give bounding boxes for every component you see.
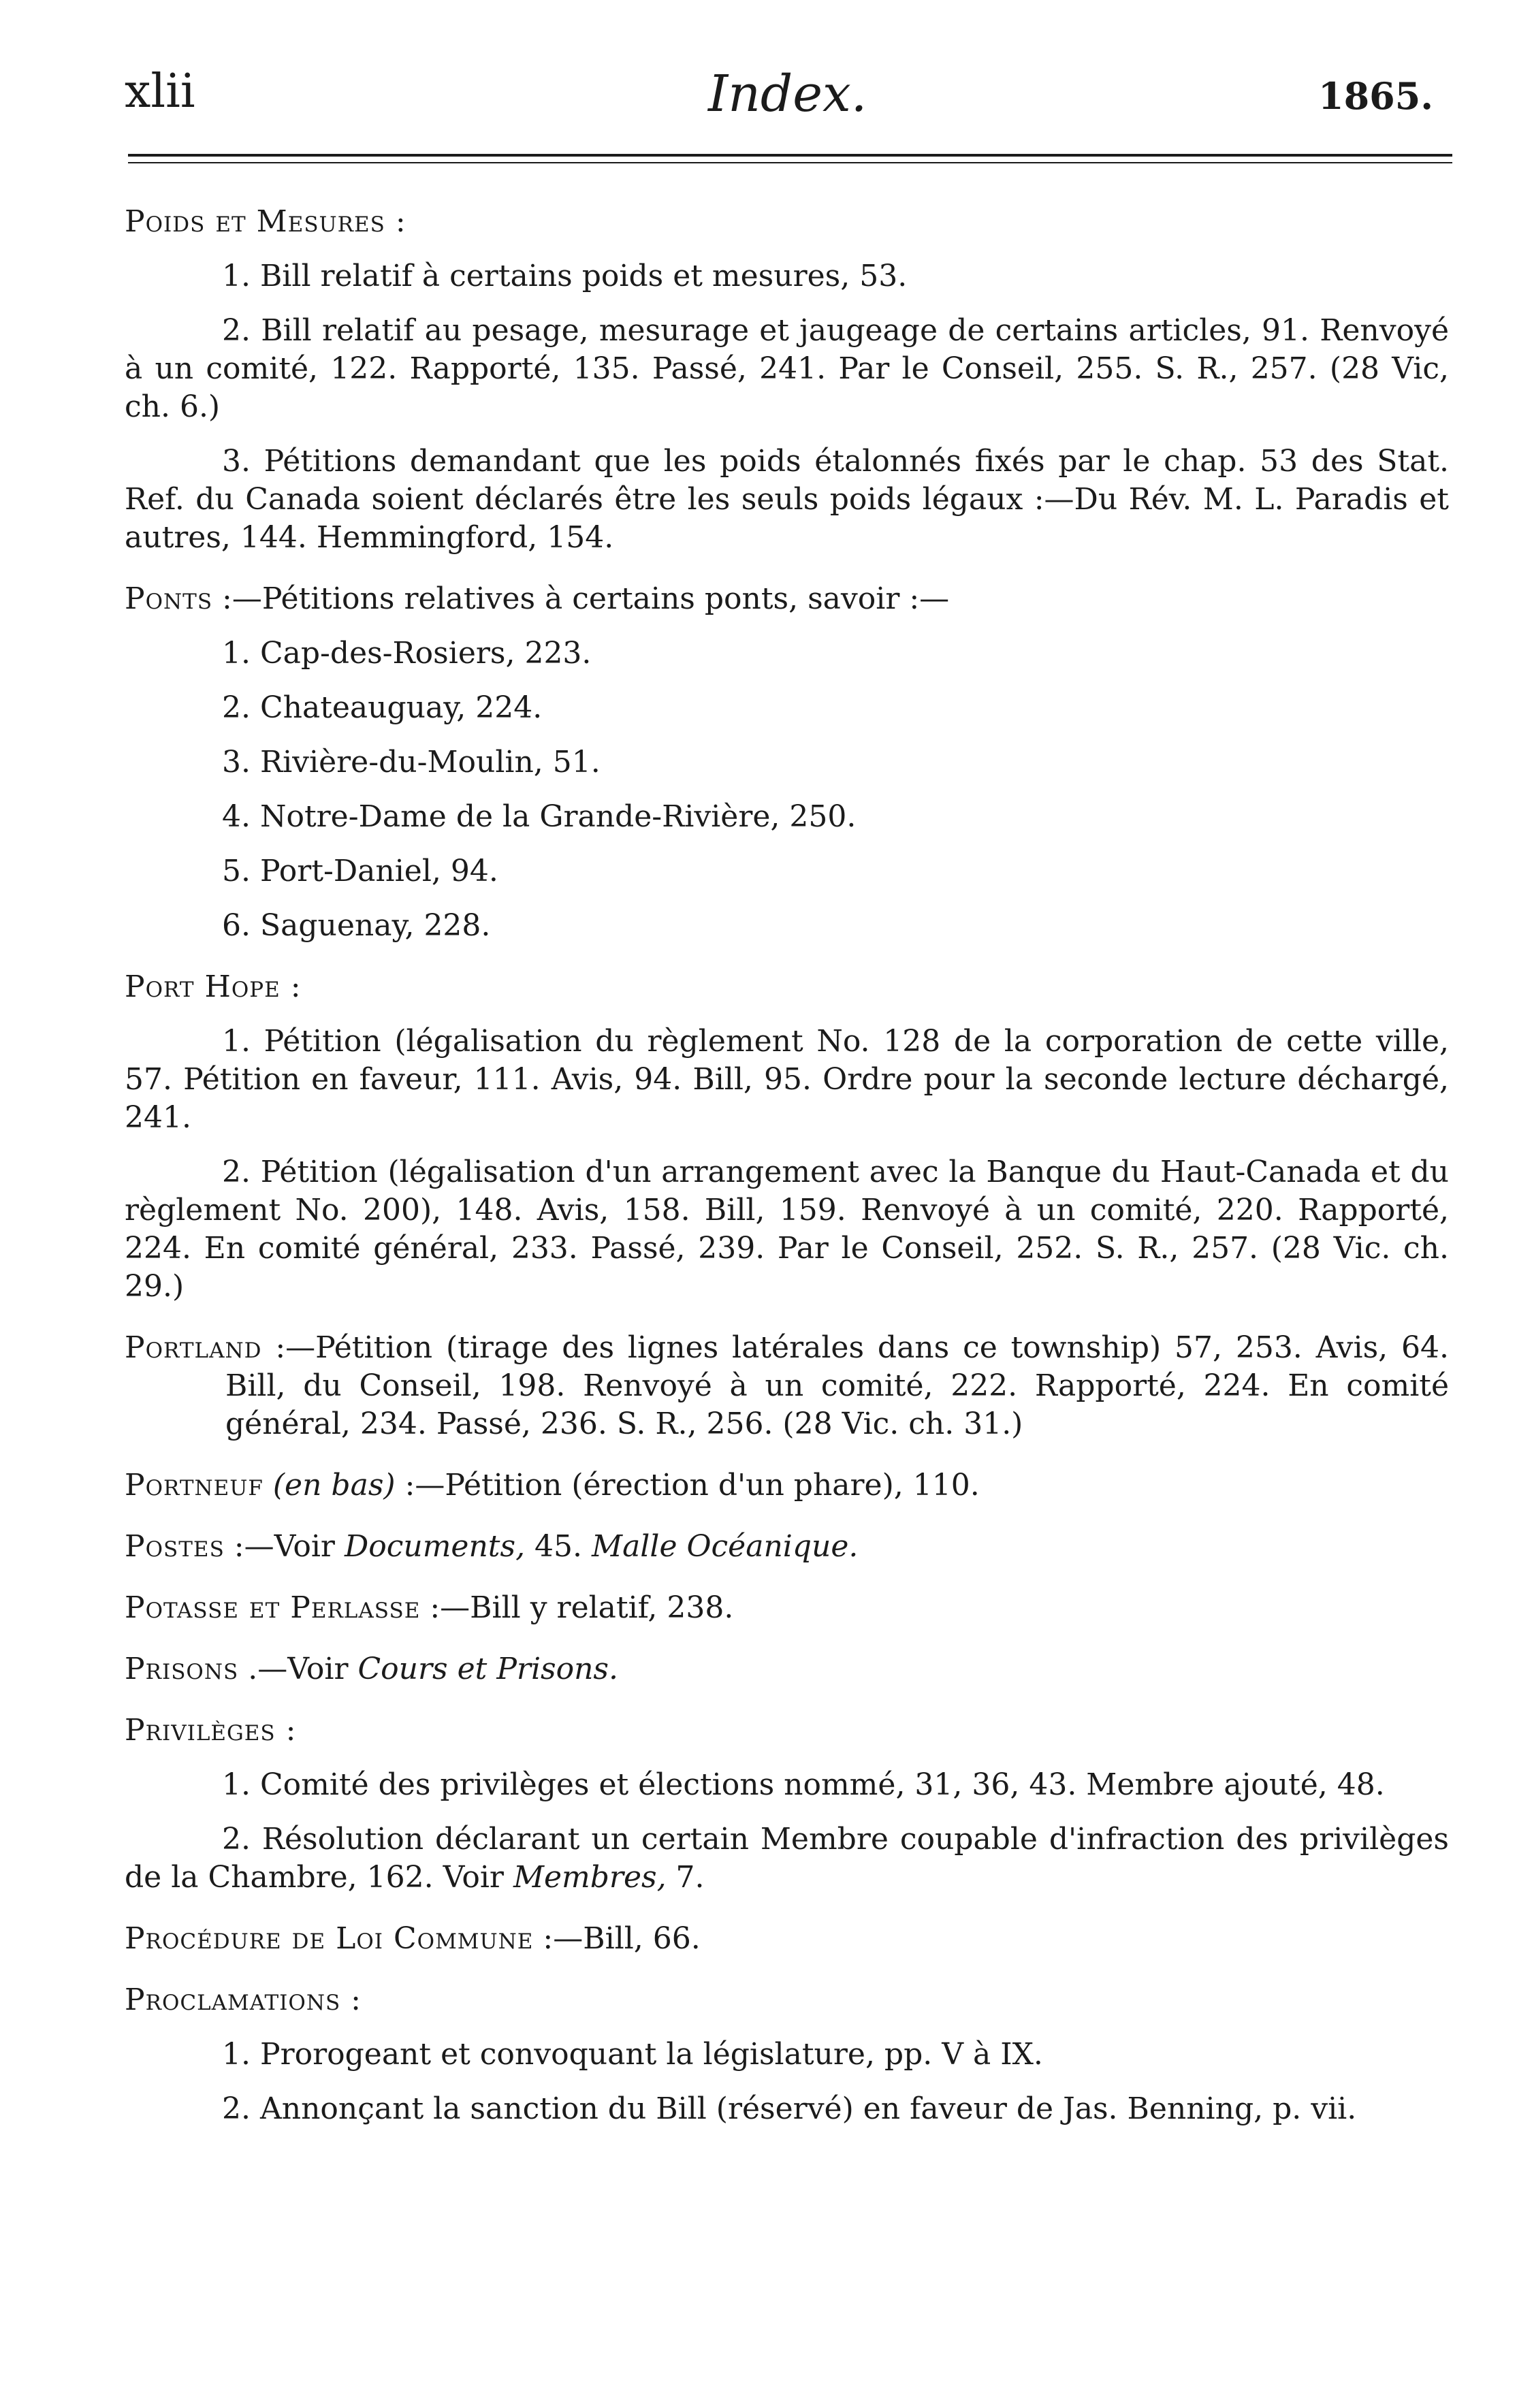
page-number: xlii [125,65,195,118]
index-entry-postes: Postes :—Voir Documents, 45. Malle Océanique. [125,1529,859,1564]
page-year: 1865. [1318,74,1434,118]
index-item: 2. Annonçant la sanction du Bill (réservé) en faveur de Jas. Benning, p. vii. [222,2091,1357,2126]
index-item: 4. Notre-Dame de la Grande-Rivière, 250. [222,799,857,834]
index-item: 1. Prorogeant et convoquant la législature, pp. V à IX. [222,2037,1043,2072]
index-item: 6. Saguenay, 228. [222,908,491,943]
index-entry-portland: Portland :—Pétition (tirage des lignes latérales dans ce township) 57, 253. Avis, 64. Bill, du Conseil, 198. Renvoyé à un comité, 222. Rapporté, 224. En comité général, 234. Passé, 236. S. R., 256. (28 Vic. ch. 31.) [125,1330,1449,1441]
index-heading-poids: Poids et Mesures : [125,204,406,239]
index-heading-port-hope: Port Hope : [125,969,302,1004]
index-entry-portneuf: Portneuf (en bas) :—Pétition (érection d'un phare), 110. [125,1468,980,1503]
index-item: 1. Pétition (légalisation du règlement No. 128 de la corporation de cette ville, 57. Pétition en faveur, 111. Avis, 94. Bill, 95. Ordre pour la seconde lecture déchargé, 241. [125,1024,1449,1135]
index-entry-procedure: Procédure de Loi Commune :—Bill, 66. [125,1921,701,1956]
index-item: 2. Chateauguay, 224. [222,690,543,725]
page-header [0,65,1517,126]
index-item: 3. Pétitions demandant que les poids étalonnés fixés par le chap. 53 des Stat. Ref. du Canada soient déclarés être les seuls poids légaux :—Du Rév. M. L. Paradis et autres, 144. Hemmingford, 154. [125,444,1449,555]
index-item: 1. Comité des privilèges et élections nommé, 31, 36, 43. Membre ajouté, 48. [222,1767,1385,1802]
index-item: 5. Port-Daniel, 94. [222,854,498,888]
index-item: 1. Bill relatif à certains poids et mesures, 53. [222,259,908,293]
index-heading-privileges: Privilèges : [125,1713,297,1748]
index-entry-potasse: Potasse et Perlasse :—Bill y relatif, 238. [125,1590,734,1625]
index-entry-prisons: Prisons .—Voir Cours et Prisons. [125,1652,619,1686]
header-rule-thick [128,154,1452,157]
header-rule-thin [128,162,1452,163]
index-heading-proclamations: Proclamations : [125,1982,362,2017]
index-heading-ponts: Ponts :—Pétitions relatives à certains ponts, savoir :— [125,581,950,616]
index-item: 2. Bill relatif au pesage, mesurage et jaugeage de certains articles, 91. Renvoyé à un comité, 122. Rapporté, 135. Passé, 241. Par le Conseil, 255. S. R., 257. (28 Vic, ch. 6.) [125,313,1449,424]
page-title: Index. [708,65,867,123]
index-item: 1. Cap-des-Rosiers, 223. [222,636,592,671]
index-item: 3. Rivière-du-Moulin, 51. [222,745,601,780]
index-body [125,203,1449,2128]
index-item: 2. Pétition (légalisation d'un arrangement avec la Banque du Haut-Canada et du règlement No. 200), 148. Avis, 158. Bill, 159. Renvoyé à un comité, 220. Rapporté, 224. En comité général, 233. Passé, 239. Par le Conseil, 252. S. R., 257. (28 Vic. ch. 29.) [125,1155,1449,1304]
index-item: 2. Résolution déclarant un certain Membre coupable d'infraction des privilèges de la Chambre, 162. Voir Membres, 7. [125,1822,1449,1895]
